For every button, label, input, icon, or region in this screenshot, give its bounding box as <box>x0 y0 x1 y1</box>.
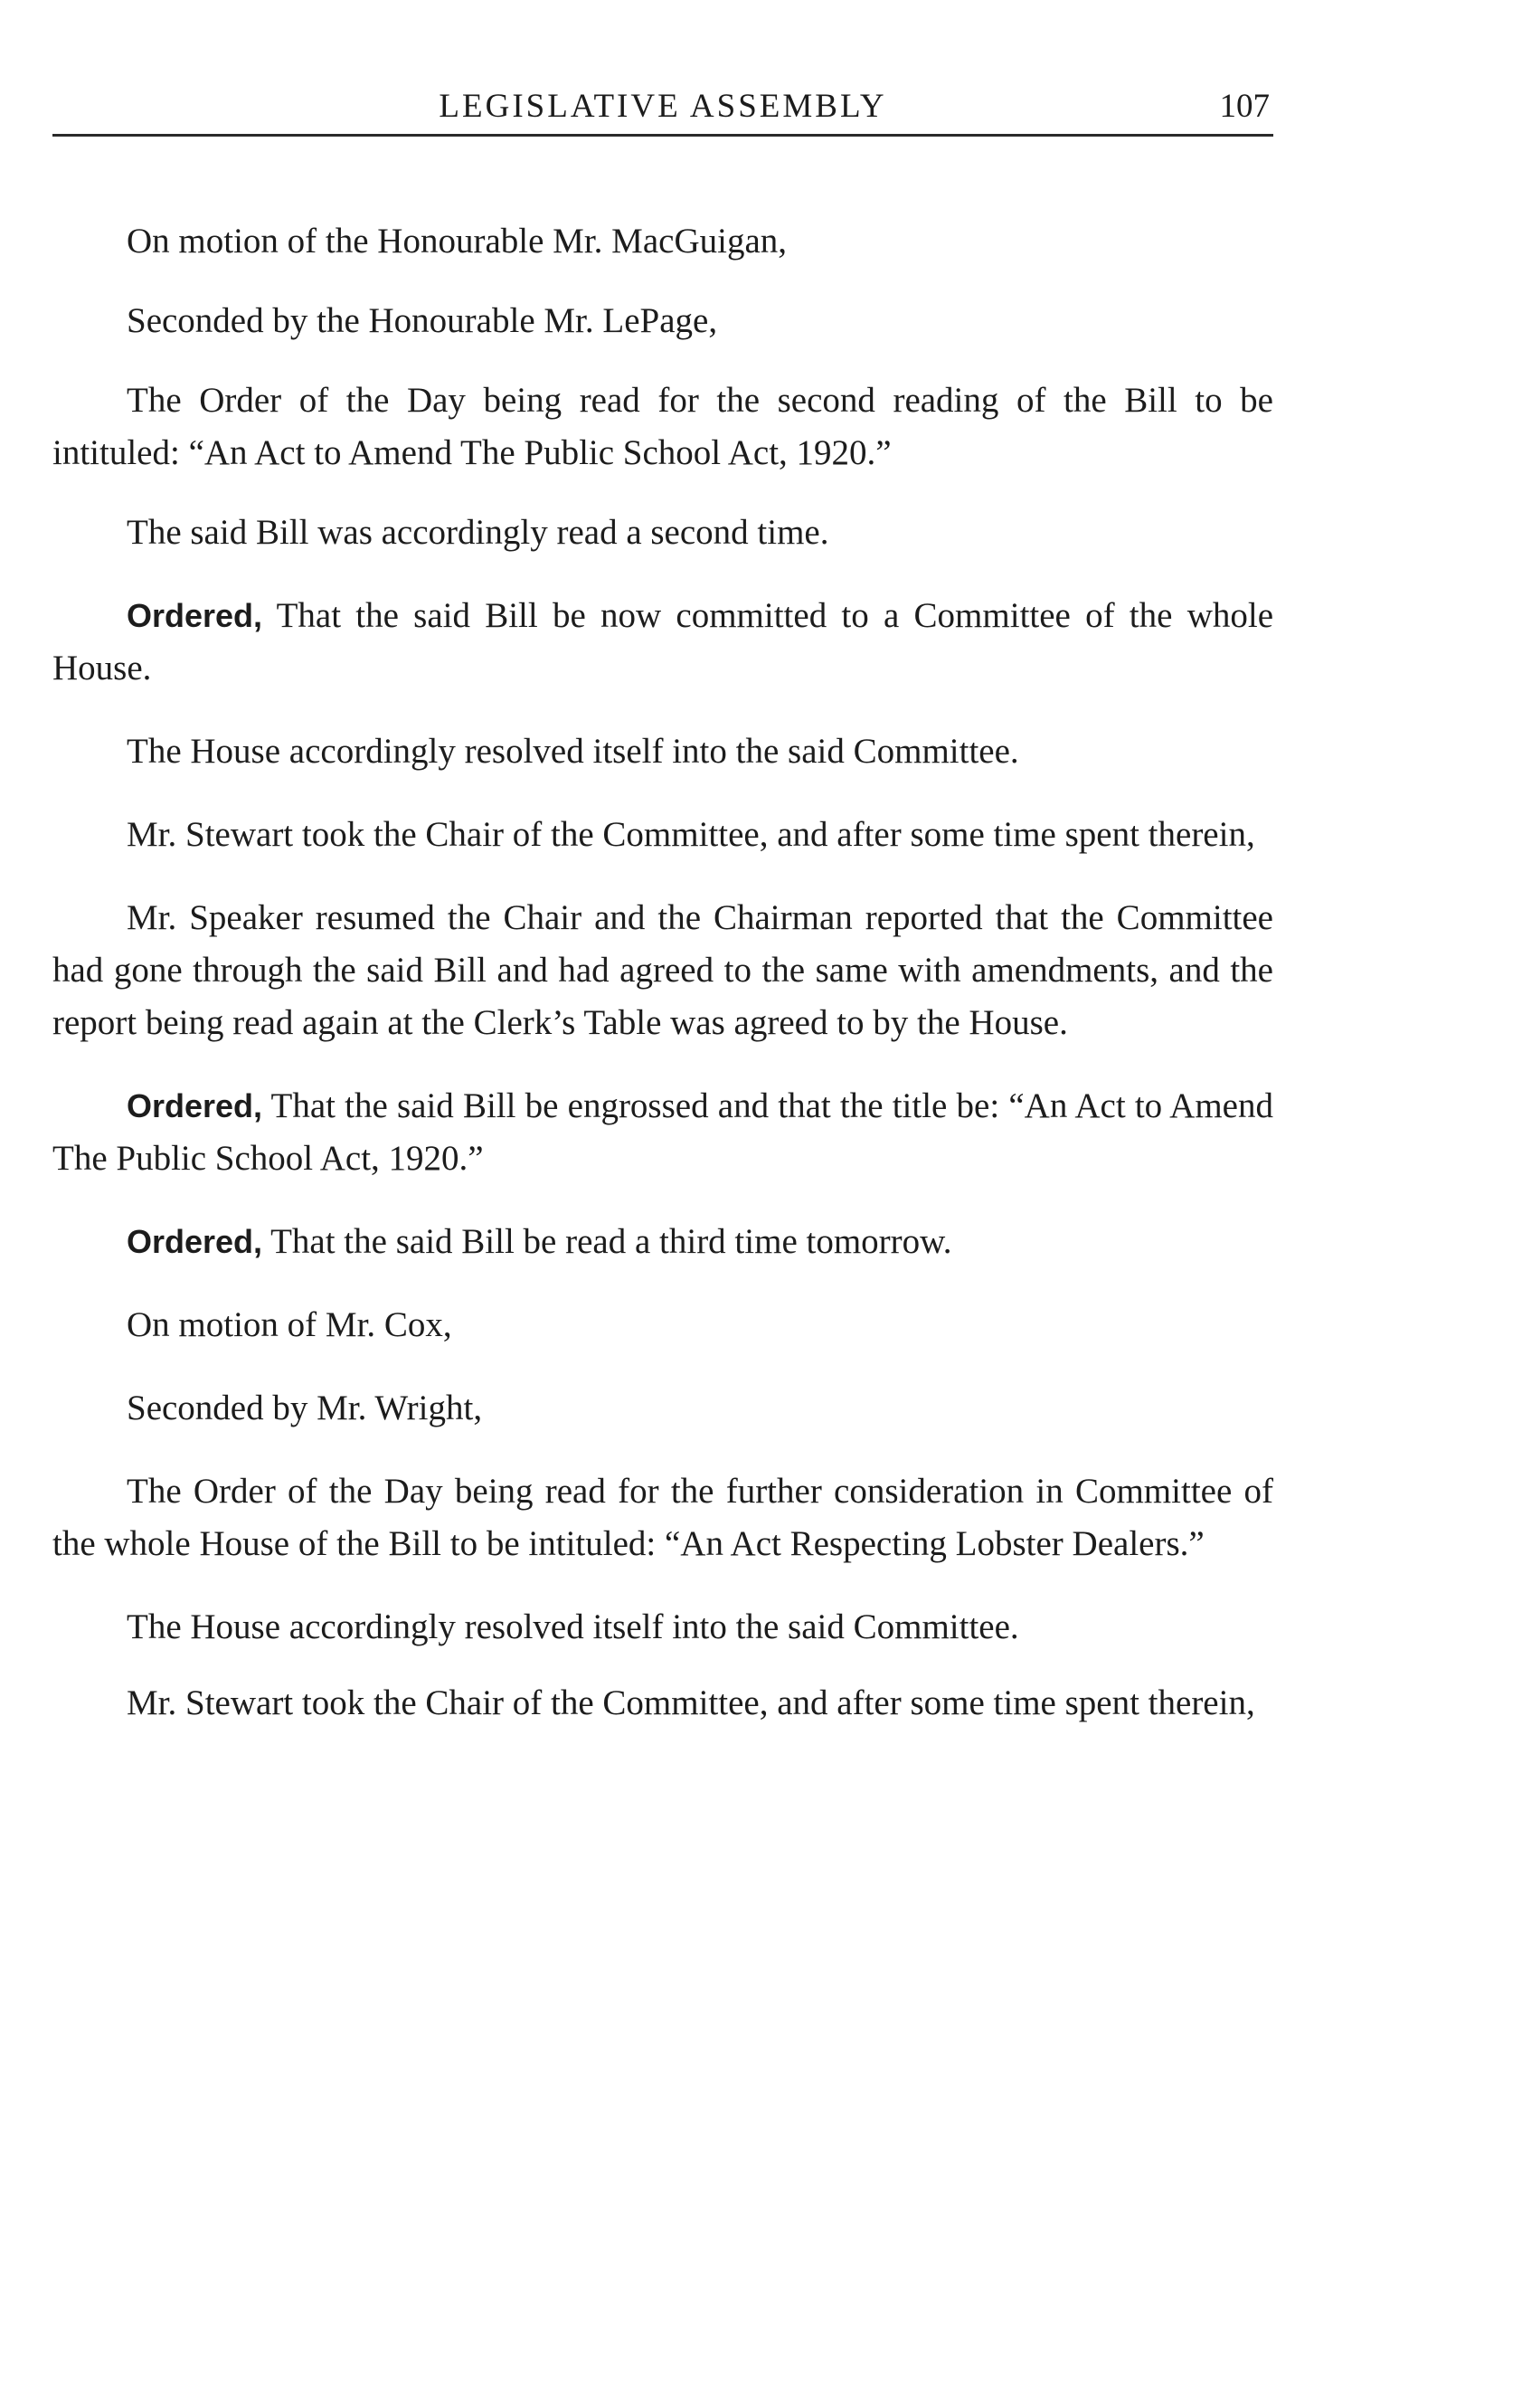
paragraph-ordered-third-reading <box>52 1216 1273 1268</box>
body-text <box>52 215 1273 1730</box>
paragraph-text: The Order of the Day being read for the second reading of the Bill to be intituled: “An Act to Amend The Public School Act, 1920.” <box>52 381 1273 472</box>
paragraph-text: Seconded by Mr. Wright, <box>127 1389 483 1427</box>
paragraph-text: That the said Bill be now committed to a Committee of the whole House. <box>52 596 1273 687</box>
paragraph-seconded-wright <box>52 1382 1273 1435</box>
ordered-lead: Ordered, <box>127 1087 263 1124</box>
paragraph-text: On motion of the Honourable Mr. MacGuigan, <box>127 222 788 261</box>
paragraph-motion-cox <box>52 1299 1273 1351</box>
paragraph-house-resolved <box>52 725 1273 778</box>
paragraph-text: The Order of the Day being read for the further consideration in Committee of the whole House of the Bill to be intituled: “An Act Respecting Lobster Dealers.” <box>52 1472 1273 1563</box>
paragraph-ordered-engrossed <box>52 1080 1273 1185</box>
ordered-lead: Ordered, <box>127 597 263 634</box>
paragraph-seconded <box>52 295 1273 347</box>
paragraph-house-resolved-2 <box>52 1601 1273 1654</box>
paragraph-text: Mr. Speaker resumed the Chair and the Chairman reported that the Committee had gone through the said Bill and had agreed to the same with amendments, and the report being read again at the Clerk’s Table was agreed to by the House. <box>52 898 1273 1042</box>
paragraph-text: The House accordingly resolved itself into the said Committee. <box>127 732 1019 771</box>
paragraph-chair-taken <box>52 809 1273 861</box>
ordered-lead: Ordered, <box>127 1223 263 1260</box>
paragraph-text: That the said Bill be engrossed and that the title be: “An Act to Amend The Public School Act, 1920.” <box>52 1086 1273 1178</box>
running-header <box>52 83 1273 137</box>
paragraph-order-lobster <box>52 1465 1273 1570</box>
paragraph-second-reading <box>52 507 1273 559</box>
paragraph-text: Mr. Stewart took the Chair of the Committee, and after some time spent therein, <box>127 1683 1255 1722</box>
paragraph-text: That the said Bill be read a third time tomorrow. <box>262 1222 952 1261</box>
paragraph-text: The House accordingly resolved itself into the said Committee. <box>127 1607 1019 1646</box>
paragraph-text: On motion of Mr. Cox, <box>127 1305 452 1344</box>
paragraph-text: Seconded by the Honourable Mr. LePage, <box>127 301 718 340</box>
paragraph-chair-taken-2 <box>52 1677 1273 1730</box>
paragraph-text: The said Bill was accordingly read a second time. <box>127 513 829 552</box>
running-title: LEGISLATIVE ASSEMBLY <box>439 88 887 125</box>
paragraph-text: Mr. Stewart took the Chair of the Committee, and after some time spent therein, <box>127 815 1255 854</box>
paragraph-ordered-committed <box>52 590 1273 695</box>
page-number: 107 <box>1219 88 1270 125</box>
paragraph-motion <box>52 215 1273 268</box>
paragraph-speaker-resumed <box>52 892 1273 1049</box>
paragraph-order-of-day <box>52 374 1273 479</box>
